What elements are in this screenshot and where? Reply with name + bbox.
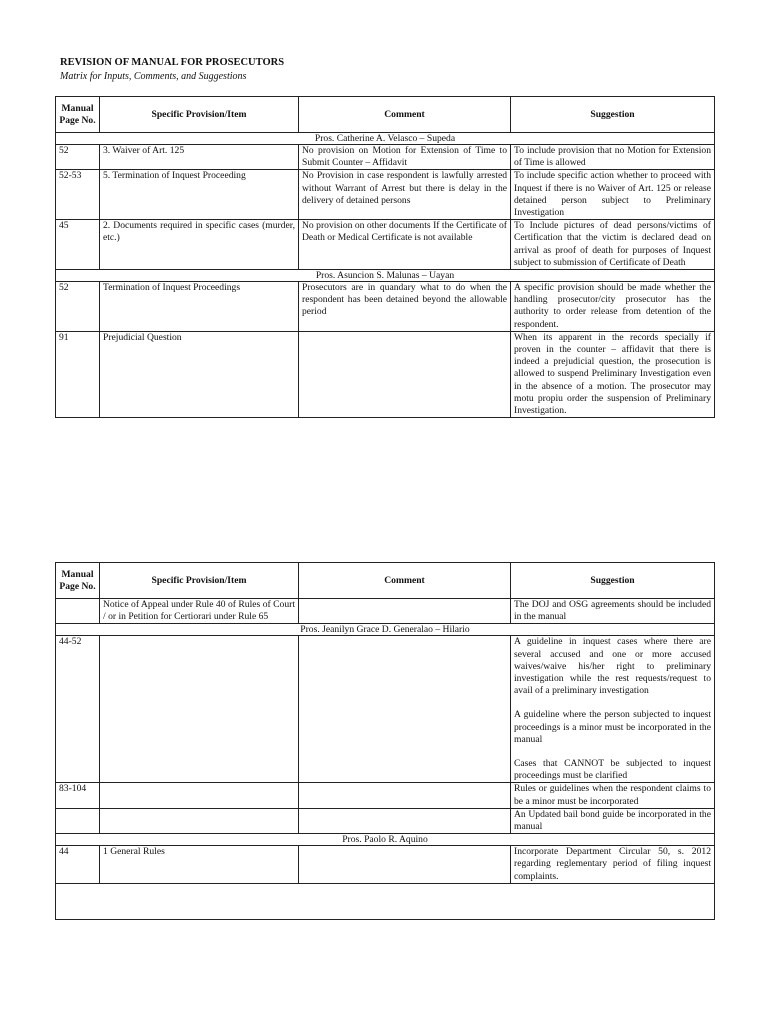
- prosecutor-group-row: [56, 133, 715, 145]
- matrix-table-2: [55, 562, 715, 920]
- table-row: [56, 636, 715, 783]
- cell-page: 83-104: [56, 783, 100, 808]
- cell-suggestion: Incorporate Department Circular 50, s. 2012 regarding reglementary period of filing inquest complaints.: [511, 846, 715, 884]
- table-row: [56, 783, 715, 808]
- header-suggestion: Suggestion: [511, 97, 715, 133]
- cell-provision: 3. Waiver of Art. 125: [100, 145, 299, 170]
- cell-comment: Prosecutors are in quandary what to do when the respondent has been detained beyond the allowable period: [299, 282, 511, 332]
- cell-suggestion: The DOJ and OSG agreements should be included in the manual: [511, 599, 715, 624]
- header-page-no: Manual Page No.: [56, 97, 100, 133]
- cell-suggestion: A specific provision should be made whether the handling prosecutor/city prosecutor has the authority to order release from detention of the respondent.: [511, 282, 715, 332]
- suggestion-paragraph: A guideline in inquest cases where there are several accused and one or more accused waives/waive his/her right to preliminary investigation while the rest requests/request to avail of a preliminary investigation: [514, 636, 711, 697]
- cell-comment: [299, 808, 511, 833]
- cell-provision: Termination of Inquest Proceedings: [100, 282, 299, 332]
- table-row: [56, 599, 715, 624]
- prosecutor-name: Pros. Jeanilyn Grace D. Generalao – Hilario: [56, 624, 715, 636]
- cell-suggestion: When its apparent in the records specially if proven in the counter – affidavit that there is indeed a prejudicial question, the prosecution is allowed to suspend Preliminary Investigation even in the absence of a motion. The prosecutor may motu propiu order the suspension of Preliminary Investigation.: [511, 331, 715, 417]
- table-row-empty: [56, 883, 715, 919]
- header-comment: Comment: [299, 563, 511, 599]
- prosecutor-group-row: [56, 270, 715, 282]
- cell-suggestion: Rules or guidelines when the respondent claims to be a minor must be incorporated: [511, 783, 715, 808]
- table-row: [56, 145, 715, 170]
- suggestion-paragraph: A guideline where the person subjected to inquest proceedings is a minor must be incorporated in the manual: [514, 709, 711, 745]
- cell-comment: No provision on Motion for Extension of Time to Submit Counter – Affidavit: [299, 145, 511, 170]
- empty-cell: [56, 883, 715, 919]
- cell-comment: [299, 783, 511, 808]
- header-provision: Specific Provision/Item: [100, 563, 299, 599]
- document-title: REVISION OF MANUAL FOR PROSECUTORS: [60, 57, 285, 68]
- suggestion-paragraph: Cases that CANNOT be subjected to inquest proceedings must be clarified: [514, 758, 711, 782]
- cell-provision: 2. Documents required in specific cases (murder, etc.): [100, 220, 299, 270]
- cell-page: 44: [56, 846, 100, 884]
- table-header-row: [56, 97, 715, 133]
- prosecutor-name: Pros. Paolo R. Aquino: [56, 834, 715, 846]
- cell-suggestion: To include specific action whether to proceed with Inquest if there is no Waiver of Art. 125 or release detained person subject to Preliminary Investigation: [511, 170, 715, 220]
- header-page-no: Manual Page No.: [56, 563, 100, 599]
- matrix-table-1: [55, 96, 715, 418]
- cell-page: 45: [56, 220, 100, 270]
- header-comment: Comment: [299, 97, 511, 133]
- cell-comment: No provision on other documents If the Certificate of Death or Medical Certificate is not available: [299, 220, 511, 270]
- cell-page: 52: [56, 145, 100, 170]
- cell-provision: Prejudicial Question: [100, 331, 299, 417]
- cell-comment: [299, 331, 511, 417]
- prosecutor-name: Pros. Asuncion S. Malunas – Uayan: [56, 270, 715, 282]
- header-provision: Specific Provision/Item: [100, 97, 299, 133]
- cell-comment: [299, 636, 511, 783]
- cell-comment: [299, 599, 511, 624]
- table-row: [56, 282, 715, 332]
- cell-page: 44-52: [56, 636, 100, 783]
- prosecutor-name: Pros. Catherine A. Velasco – Supeda: [56, 133, 715, 145]
- cell-comment: No Provision in case respondent is lawfully arrested without Warrant of Arrest but there is delay in the delivery of detained persons: [299, 170, 511, 220]
- cell-provision: [100, 636, 299, 783]
- cell-suggestion: To Include pictures of dead persons/victims of Certification that the victim is declared dead on arrival as proof of death for purposes of Inquest subject to submission of Certificate of Death: [511, 220, 715, 270]
- cell-page: 52: [56, 282, 100, 332]
- document-subtitle: Matrix for Inputs, Comments, and Suggestions: [60, 71, 247, 82]
- table-header-row: [56, 563, 715, 599]
- cell-suggestion: [511, 636, 715, 783]
- prosecutor-group-row: [56, 834, 715, 846]
- cell-page: 91: [56, 331, 100, 417]
- header-suggestion: Suggestion: [511, 563, 715, 599]
- cell-suggestion: An Updated bail bond guide be incorporated in the manual: [511, 808, 715, 833]
- table-row: [56, 170, 715, 220]
- table-row: [56, 808, 715, 833]
- table-row: [56, 846, 715, 884]
- cell-provision: [100, 808, 299, 833]
- prosecutor-group-row: [56, 624, 715, 636]
- cell-provision: Notice of Appeal under Rule 40 of Rules of Court / or in Petition for Certiorari under Rule 65: [100, 599, 299, 624]
- cell-page: [56, 599, 100, 624]
- cell-page: 52-53: [56, 170, 100, 220]
- cell-page: [56, 808, 100, 833]
- table-row: [56, 220, 715, 270]
- cell-comment: [299, 846, 511, 884]
- cell-suggestion: To include provision that no Motion for Extension of Time is allowed: [511, 145, 715, 170]
- cell-provision: 5. Termination of Inquest Proceeding: [100, 170, 299, 220]
- cell-provision: [100, 783, 299, 808]
- table-row: [56, 331, 715, 417]
- cell-provision: 1 General Rules: [100, 846, 299, 884]
